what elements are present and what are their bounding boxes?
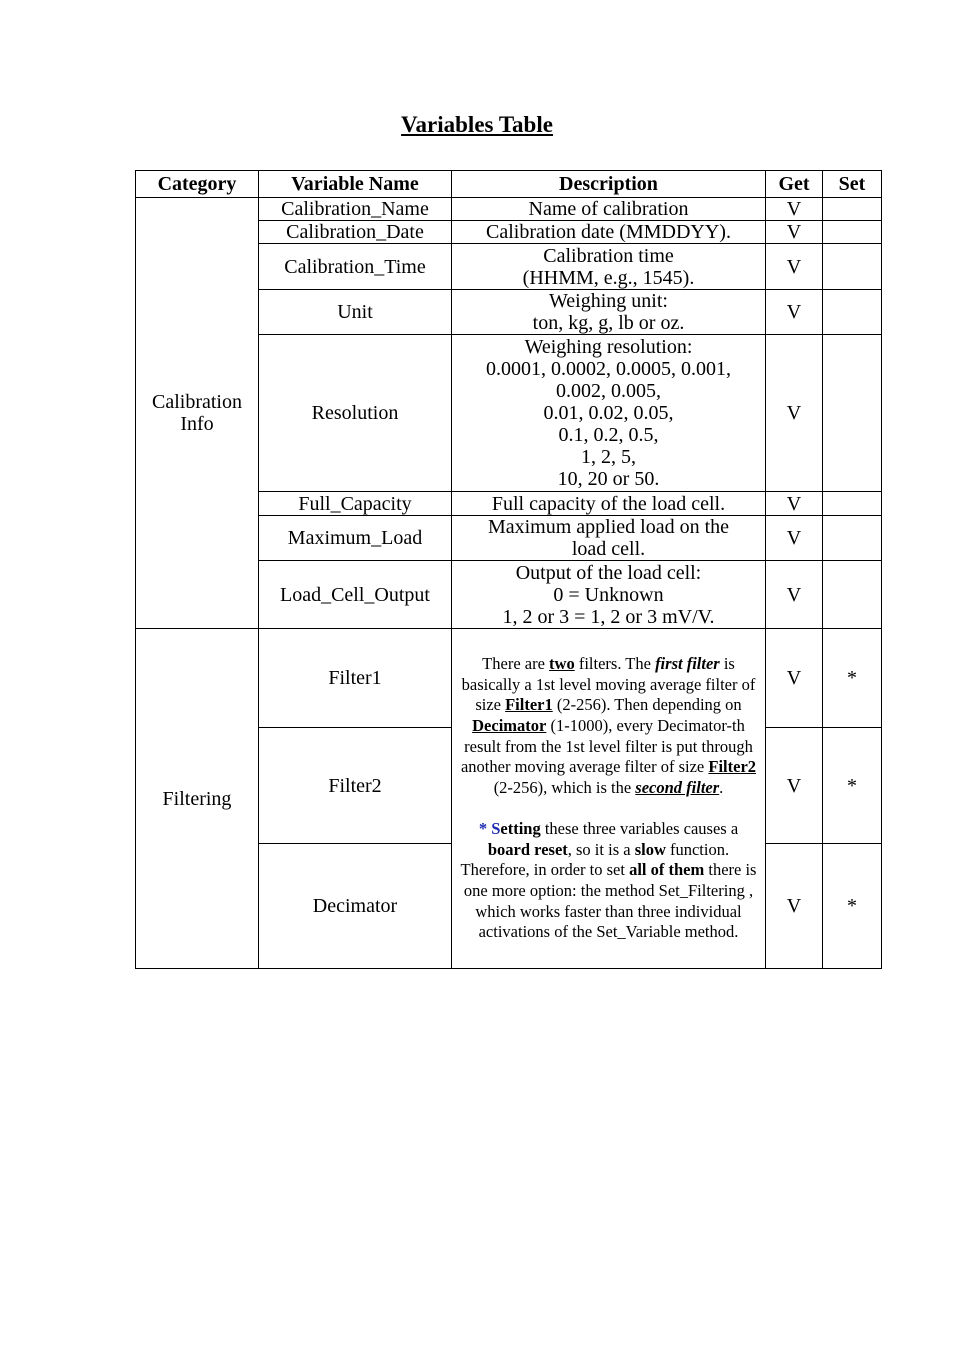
category-calibration-info: Calibration Info <box>136 198 259 629</box>
set-cell <box>823 290 882 335</box>
variable-name: Unit <box>259 290 452 335</box>
header-row <box>136 171 882 198</box>
set-cell: * <box>823 844 882 969</box>
set-cell <box>823 561 882 629</box>
get-cell: V <box>766 198 823 221</box>
variable-name: Calibration_Date <box>259 221 452 244</box>
page-title: Variables Table <box>401 112 553 137</box>
variable-name: Filter2 <box>259 728 452 844</box>
filtering-description-paragraph-2: * Setting these three variables causes a board reset, so it is a slow function. Therefore, in order to set all of them there is one more option: the method Set_Filtering , which works faster than three individual activations of the Set_Variable method. <box>460 819 757 942</box>
variable-name: Load_Cell_Output <box>259 561 452 629</box>
description: Calibration time (HHMM, e.g., 1545). <box>452 244 766 290</box>
get-cell: V <box>766 335 823 492</box>
set-cell <box>823 198 882 221</box>
description: Output of the load cell: 0 = Unknown 1, 2 or 3 = 1, 2 or 3 mV/V. <box>452 561 766 629</box>
variable-name: Resolution <box>259 335 452 492</box>
variable-name: Filter1 <box>259 629 452 728</box>
description: Weighing resolution: 0.0001, 0.0002, 0.0005, 0.001, 0.002, 0.005, 0.01, 0.02, 0.05, 0.1, 0.2, 0.5, 1, 2, 5, 10, 20 or 50. <box>452 335 766 492</box>
description: Calibration date (MMDDYY). <box>452 221 766 244</box>
header-variable-name: Variable Name <box>259 171 452 198</box>
set-cell: * <box>823 728 882 844</box>
variable-name: Calibration_Name <box>259 198 452 221</box>
set-cell: * <box>823 629 882 728</box>
table-row <box>136 198 882 221</box>
variable-name: Full_Capacity <box>259 492 452 516</box>
set-cell <box>823 335 882 492</box>
filtering-description-paragraph-1: There are two filters. The first filter is basically a 1st level moving average filter of size Filter1 (2-256). Then depending on Decimator (1-1000), every Decimator-th result from the 1st level filter is put through another moving average filter of size Filter2 (2-256), which is the second filter. <box>460 654 757 797</box>
description: Full capacity of the load cell. <box>452 492 766 516</box>
get-cell: V <box>766 629 823 728</box>
description: Maximum applied load on the load cell. <box>452 516 766 561</box>
filtering-description <box>452 629 766 969</box>
get-cell: V <box>766 561 823 629</box>
variable-name: Decimator <box>259 844 452 969</box>
set-cell <box>823 244 882 290</box>
header-category: Category <box>136 171 259 198</box>
get-cell: V <box>766 492 823 516</box>
get-cell: V <box>766 844 823 969</box>
set-cell <box>823 221 882 244</box>
header-set: Set <box>823 171 882 198</box>
category-filtering: Filtering <box>136 629 259 969</box>
get-cell: V <box>766 290 823 335</box>
get-cell: V <box>766 516 823 561</box>
set-cell <box>823 516 882 561</box>
variable-name: Calibration_Time <box>259 244 452 290</box>
get-cell: V <box>766 244 823 290</box>
description: Weighing unit: ton, kg, g, lb or oz. <box>452 290 766 335</box>
variables-table <box>135 170 882 969</box>
get-cell: V <box>766 221 823 244</box>
table-row <box>136 629 882 728</box>
description: Name of calibration <box>452 198 766 221</box>
set-cell <box>823 492 882 516</box>
get-cell: V <box>766 728 823 844</box>
header-get: Get <box>766 171 823 198</box>
header-description: Description <box>452 171 766 198</box>
variable-name: Maximum_Load <box>259 516 452 561</box>
